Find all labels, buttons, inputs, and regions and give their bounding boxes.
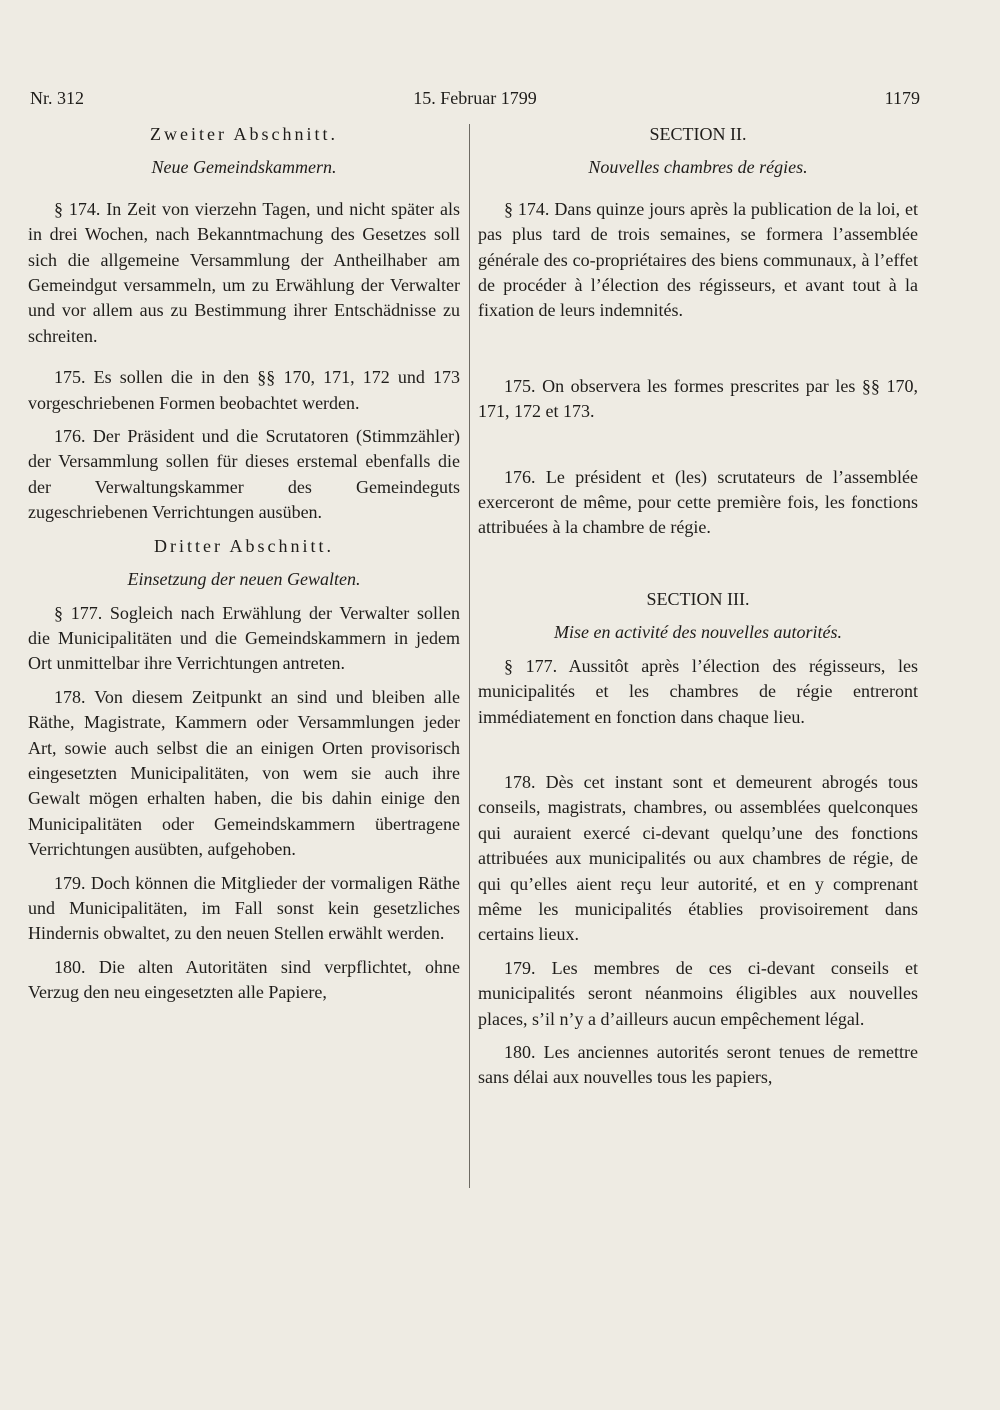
paragraph-174: § 174. In Zeit von vierzehn Tagen, und nicht später als in drei Wochen, nach Bekanntmachung des Gesetzes soll sich die allgemeine Versammlung der Antheilhaber am Gemeindgut versammeln, um zu Erwählung der Verwalter und vor allem aus zu Bestimmung ihrer Entschädnisse zu schreiten. <box>28 198 460 346</box>
paragraph-180: 180. Die alten Autoritäten sind verpflichtet, ohne Verzug den neu eingesetzten alle Papiere, <box>28 956 460 1003</box>
page-header <box>30 88 920 114</box>
section-heading: Dritter Abschnitt. <box>154 535 334 556</box>
section-heading: SECTION II. <box>649 124 747 144</box>
section-subtitle: Neue Gemeindskammern. <box>151 157 337 178</box>
paragraph-176: 176. Der Präsident und die Scrutatoren (Stimmzähler) der Versammlung sollen für dieses erstemal ebenfalls die der Verwaltungskammer des Gemeindeguts zugeschriebenen Verrichtungen ausüben. <box>28 426 460 523</box>
document-date: 15. Februar 1799 <box>413 88 537 108</box>
german-column <box>28 122 460 1006</box>
paragraph-177: § 177. Aussitôt après l’élection des régisseurs, les municipalités et les chambres de régie entreront immédiatement en fonction dans chaque lieu. <box>478 655 918 727</box>
column-divider <box>469 124 470 1188</box>
paragraph-175: 175. On observera les formes prescrites par les §§ 170, 171, 172 et 173. <box>478 375 918 422</box>
paragraph-176: 176. Le président et (les) scrutateurs de l’assemblée exerceront de même, pour cette première fois, les fonctions attribuées à la chambre de régie. <box>478 466 918 538</box>
paragraph-178: 178. Von diesem Zeitpunkt an sind und bleiben alle Räthe, Magistrate, Kammern oder Versammlungen jeder Art, sowie auch selbst die an einigen Orten provisorisch eingesetzten Municipalitäten, von wem sie auch ihre Gewalt mögen erhalten haben, die bis dahin einige den Municipalitäten oder Gemeindskammern übertragene Verrichtungen ausübten, aufgehoben. <box>28 686 460 860</box>
section-heading: Zweiter Abschnitt. <box>150 124 338 144</box>
paragraph-179: 179. Doch können die Mitglieder der vormaligen Räthe und Municipalitäten, im Fall sonst kein gesetzliches Hindernis obwaltet, zu den neuen Stellen erwählt werden. <box>28 872 460 944</box>
paragraph-175: 175. Es sollen die in den §§ 170, 171, 172 und 173 vorgeschriebenen Formen beobachtet werden. <box>28 367 460 413</box>
section-subtitle: Einsetzung der neuen Gewalten. <box>127 569 361 590</box>
document-number: Nr. 312 <box>30 88 84 108</box>
paragraph-179: 179. Les membres de ces ci-devant conseils et municipalités seront néanmoins éligibles aux nouvelles places, s’il n’y a d’ailleurs aucun empêchement légal. <box>478 957 918 1029</box>
section-subtitle: Mise en activité des nouvelles autorités. <box>554 622 842 643</box>
paragraph-178: 178. Dès cet instant sont et demeurent abrogés tous conseils, magistrats, chambres, ou assemblées quelconques qui auraient exercé ci-devant quelqu’une des fonctions attribuées aux municipalités ou aux chambres de régie, de qui qu’elles aient reçu leur autorité, et en y comprenant même les municipalités établies provisoirement dans certains lieux. <box>478 771 918 945</box>
section-subtitle: Nouvelles chambres de régies. <box>588 157 808 178</box>
paragraph-177: § 177. Sogleich nach Erwählung der Verwalter sollen die Municipalitäten und die Gemeindskammern in jedem Ort unmittelbar ihre Verrichtungen antreten. <box>28 602 460 674</box>
section-heading: SECTION III. <box>646 588 750 609</box>
french-column <box>478 122 918 1091</box>
paragraph-174: § 174. Dans quinze jours après la publication de la loi, et pas plus tard de trois semaines, se formera l’assemblée générale des co-propriétaires des biens communaux, à l’effet de procéder à l’élection des régisseurs, et avant tout à la fixation de leurs indemnités. <box>478 198 918 321</box>
paragraph-180: 180. Les anciennes autorités seront tenues de remettre sans délai aux nouvelles tous les papiers, <box>478 1041 918 1088</box>
page-number: 1179 <box>884 88 920 108</box>
